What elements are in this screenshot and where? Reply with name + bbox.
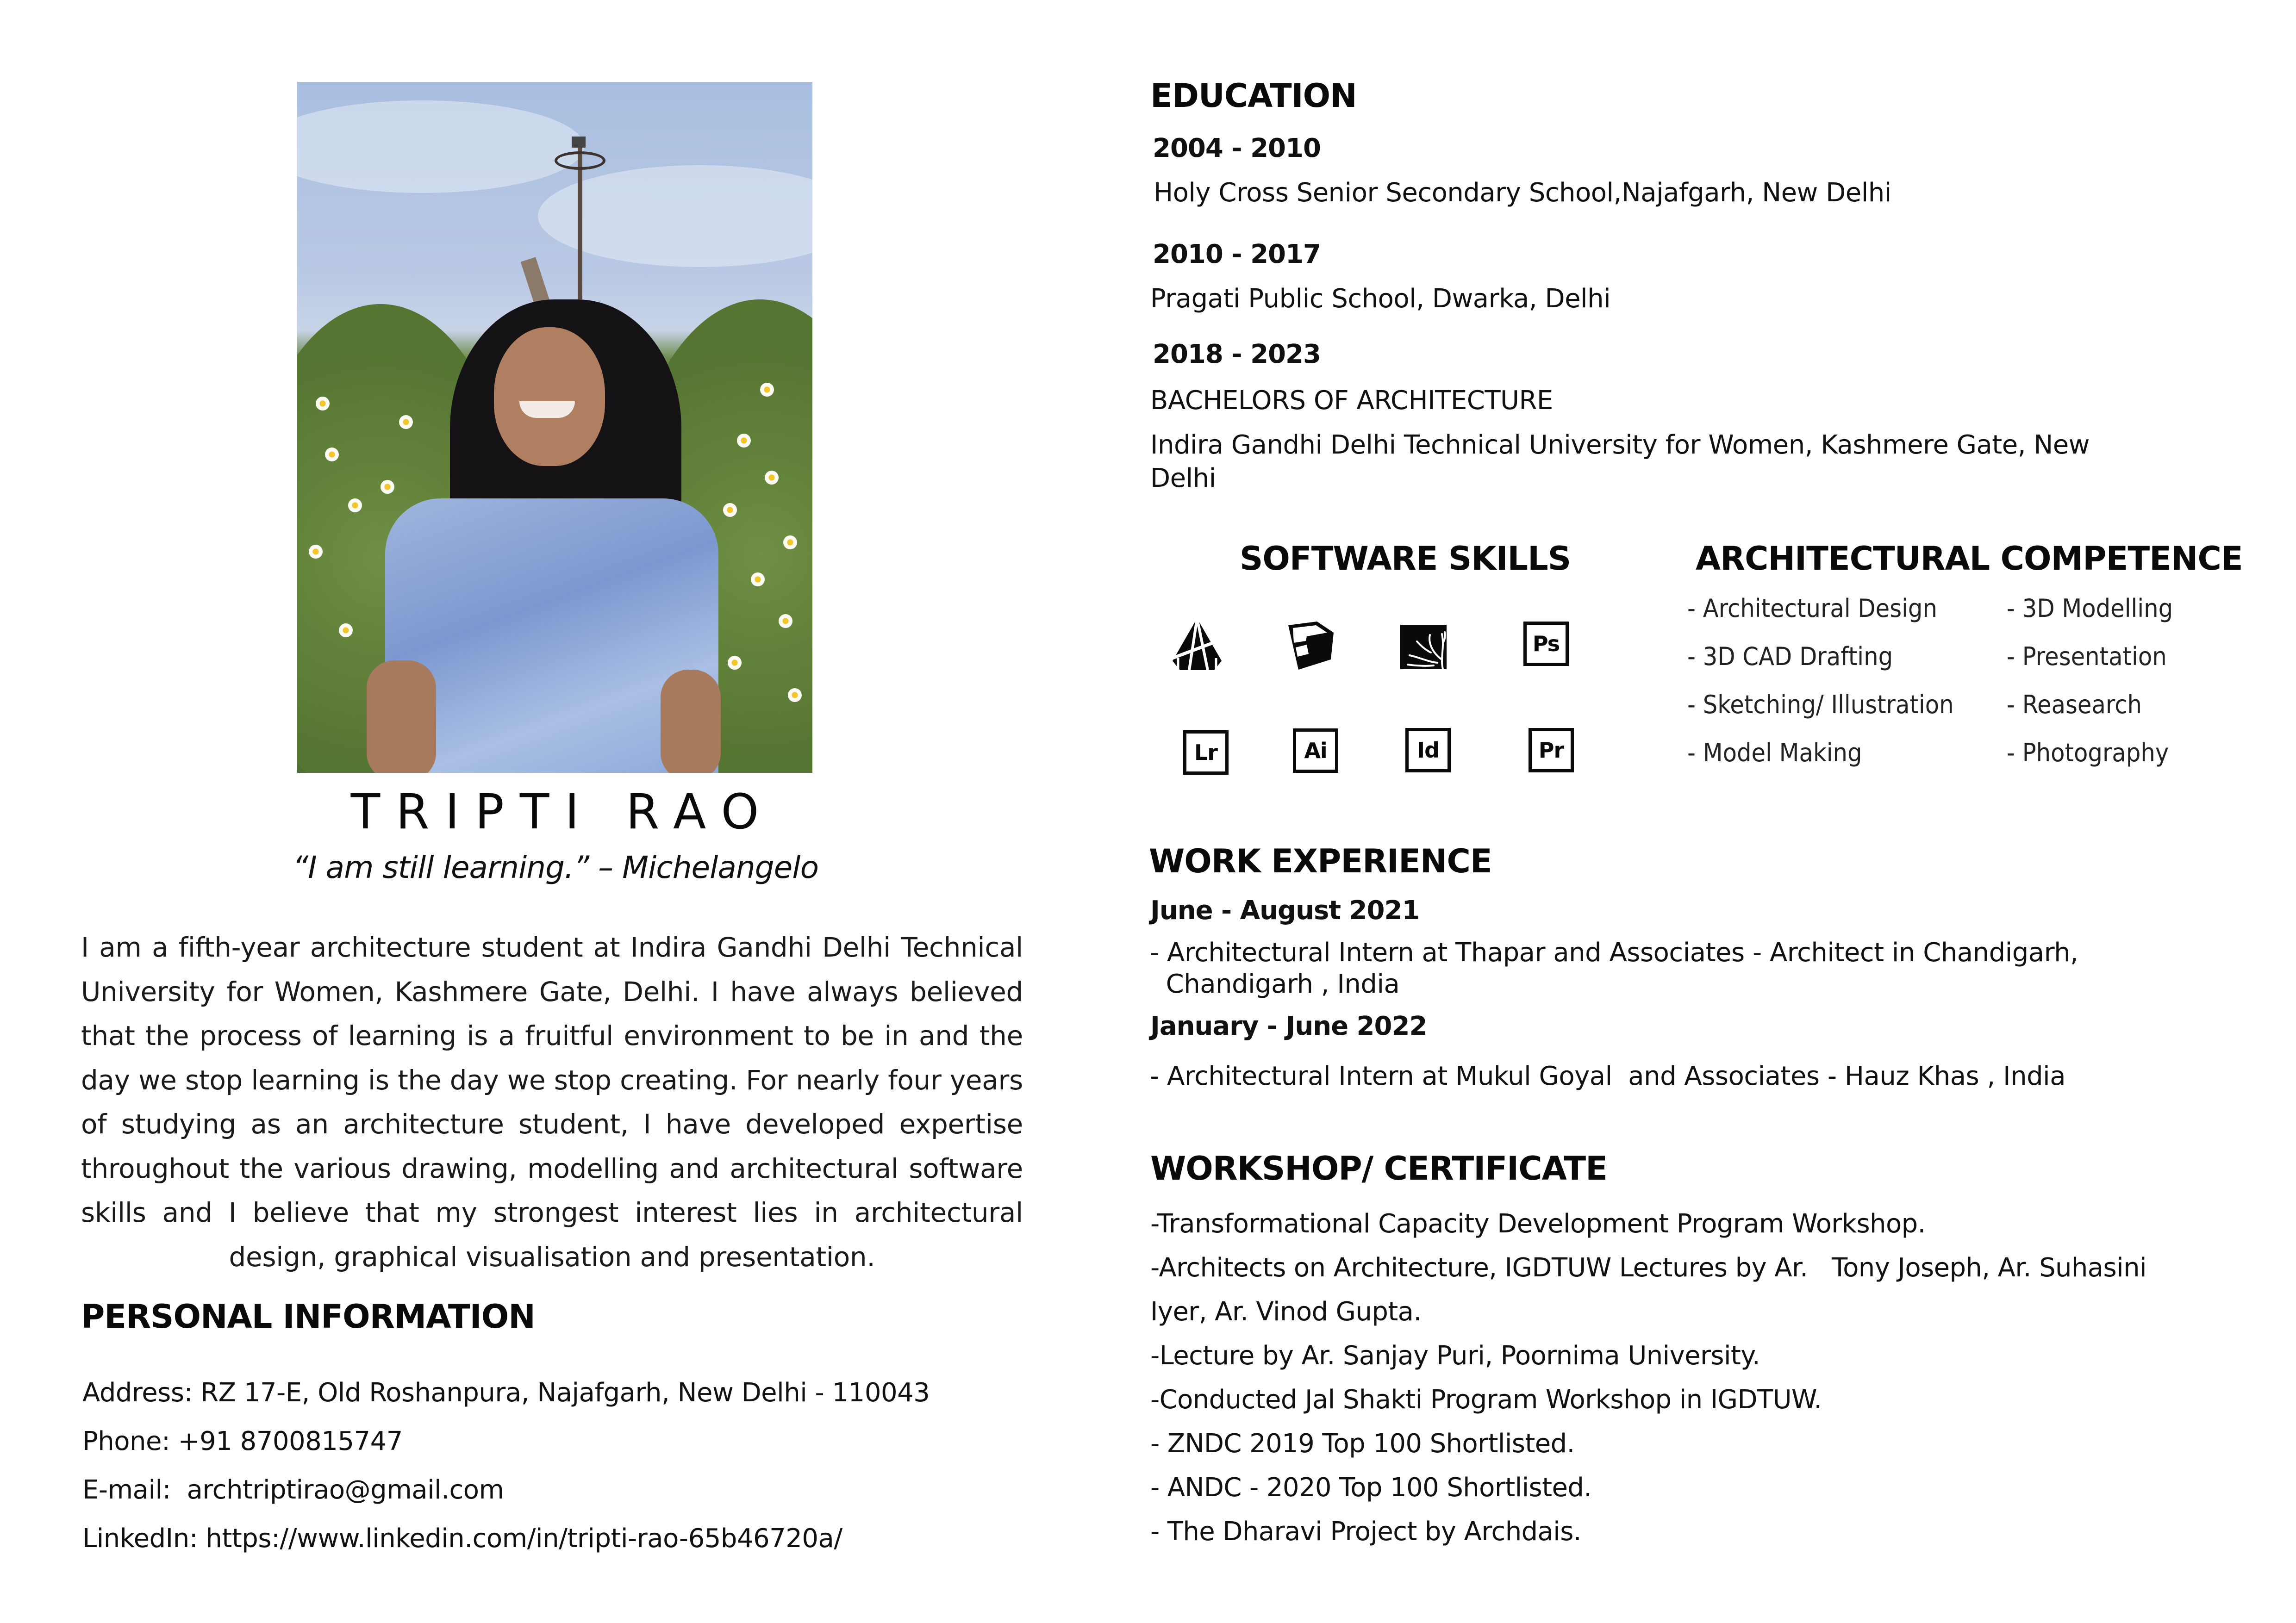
work-description: - Architectural Intern at Thapar and Associates - Architect in Chandigarh, [1150,938,2078,968]
linkedin-url[interactable]: https://www.linkedin.com/in/tripti-rao-65b46720a/ [206,1524,842,1554]
photo-flower [779,614,792,628]
lightroom-icon: Lr [1183,730,1229,775]
competence-item: - Photography [2007,738,2169,767]
lumion-icon [1400,625,1447,669]
photo-flower [325,448,339,461]
illustrator-icon: Ai [1293,728,1338,773]
bio-paragraph: I am a fifth-year architecture student at Indira Gandhi Delhi Technical University for Women, Kashmere Gate, Delhi. I have always believed that the process of learning is a fruitful environment to be in and the day we stop learning is the day we stop creating. For nearly four years of studying as an architecture student, I have developed expertise throughout the various drawing, modelling and architectural software skills and I believe that my strongest interest lies in architectural design, graphical visualisation and presentation. [81,932,1023,1273]
competence-item: - Presentation [2007,642,2167,671]
competence-item: - Sketching/ Illustration [1687,690,1954,719]
workshop-item: - ANDC - 2020 Top 100 Shortlisted. [1150,1473,1592,1503]
education-school: Holy Cross Senior Secondary School,Najafgarh, New Delhi [1154,178,1891,208]
phone-value[interactable]: +91 8700815747 [178,1426,403,1456]
linkedin-line [82,1526,842,1552]
education-years: 2004 - 2010 [1153,133,1321,163]
work-description: - Architectural Intern at Mukul Goyal and Associates - Hauz Khas , India [1150,1061,2066,1091]
workshop-item: -Lecture by Ar. Sanjay Puri, Poornima University. [1150,1341,1760,1371]
address-label: Address: [82,1378,193,1408]
photo-flower [788,688,802,702]
competence-item: - 3D Modelling [2007,594,2173,623]
photo-smile [519,401,575,418]
software-skills-heading: SOFTWARE SKILLS [1240,540,1571,578]
architectural-competence-heading: ARCHITECTURAL COMPETENCE [1696,540,2243,578]
workshop-item: - ZNDC 2019 Top 100 Shortlisted. [1150,1429,1575,1459]
education-school-cont: Delhi [1150,463,1216,493]
address-line [82,1380,930,1406]
phone-label: Phone: [82,1426,170,1456]
photo-flower [751,572,765,586]
workshop-item: -Architects on Architecture, IGDTUW Lectures by Ar. Tony Joseph, Ar. Suhasini [1150,1253,2146,1283]
work-period: June - August 2021 [1150,895,1420,926]
competence-item: - Reasearch [2007,690,2142,719]
photo-face [494,327,605,466]
photo-lamp-ring [555,151,605,170]
indesign-icon: Id [1405,728,1451,772]
profile-photo [297,82,812,773]
education-years: 2010 - 2017 [1153,239,1321,269]
photo-flower [783,535,797,549]
workshop-item: - The Dharavi Project by Archdais. [1150,1517,1581,1547]
work-experience-heading: WORK EXPERIENCE [1149,842,1492,880]
phone-line [82,1426,403,1456]
workshop-item: -Conducted Jal Shakti Program Workshop in IGDTUW. [1150,1385,1822,1415]
candidate-name: TRIPTI RAO [350,784,775,840]
premiere-icon: Pr [1529,728,1574,772]
photo-arm [661,670,721,773]
autocad-icon [1173,618,1222,670]
competence-item: - 3D CAD Drafting [1687,642,1893,671]
email-label: E-mail: [82,1475,171,1505]
photo-cloud [297,100,584,193]
photo-arm [367,660,436,773]
linkedin-label: LinkedIn: [82,1524,198,1554]
sketchup-icon [1288,622,1334,670]
photo-flower [399,415,413,429]
education-school: Indira Gandhi Delhi Technical University for Women, Kashmere Gate, New [1150,430,2090,460]
photo-flower [737,434,751,448]
education-heading: EDUCATION [1150,77,1357,115]
education-degree: BACHELORS OF ARCHITECTURE [1150,386,1553,416]
photo-flower [723,503,737,517]
photo-flower [316,397,330,410]
work-description-cont: Chandigarh , India [1150,969,1400,999]
address-value: RZ 17-E, Old Roshanpura, Najafgarh, New Delhi - 110043 [200,1378,930,1408]
photo-flower [381,480,394,494]
photo-flower [339,623,353,637]
quote: “I am still learning.” – Michelangelo [293,850,818,885]
photoshop-icon: Ps [1523,622,1569,666]
workshop-item: -Transformational Capacity Development Program Workshop. [1150,1209,1926,1239]
workshop-certificate-heading: WORKSHOP/ CERTIFICATE [1150,1150,1607,1188]
photo-flower [348,498,362,512]
photo-flower [728,656,742,670]
education-years: 2018 - 2023 [1153,339,1321,369]
education-school: Pragati Public School, Dwarka, Delhi [1150,284,1611,314]
email-line [82,1477,504,1503]
email-value[interactable]: archtriptirao@gmail.com [179,1475,504,1505]
photo-flower [765,471,779,485]
photo-flower [309,545,323,559]
work-period: January - June 2022 [1150,1011,1427,1041]
workshop-item-cont: Iyer, Ar. Vinod Gupta. [1150,1297,1422,1327]
competence-item: - Model Making [1687,738,1862,767]
personal-information-heading: PERSONAL INFORMATION [81,1298,535,1336]
photo-lamp-head [572,137,586,148]
photo-flower [760,383,774,397]
competence-item: - Architectural Design [1687,594,1937,623]
